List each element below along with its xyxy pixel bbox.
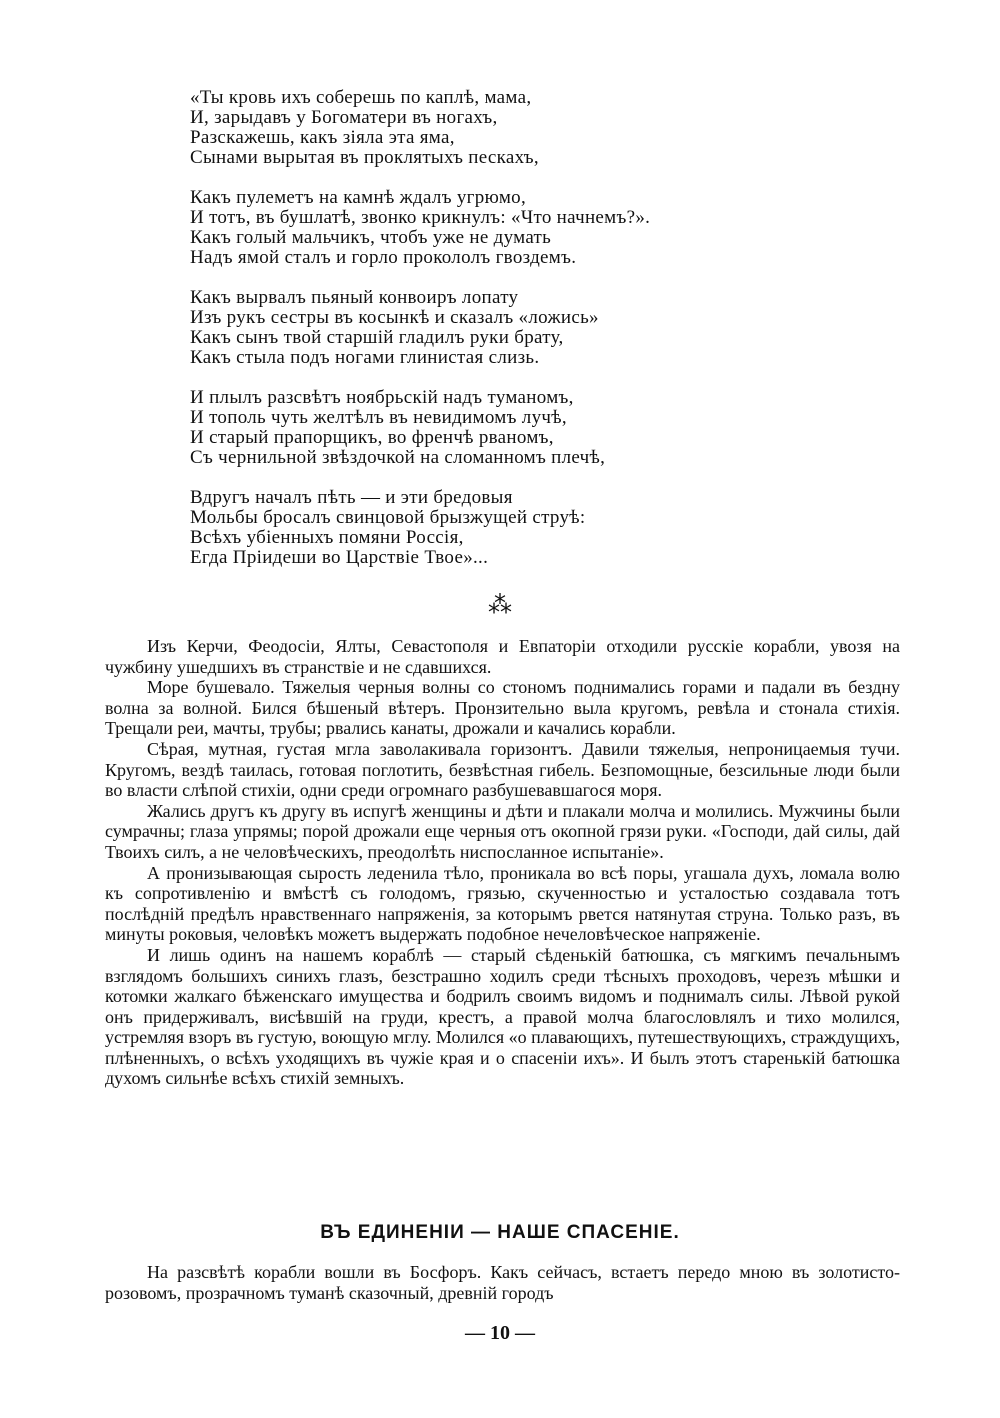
poem-line: Всѣхъ убіенныхъ помяни Россія, — [190, 527, 464, 548]
paragraph: А пронизывающая сырость леденила тѣло, проникала во всѣ поры, угашала духъ, ломала волю къ сопротивленію и вмѣстѣ съ голодомъ, грязью, скученностью и усталостью создавала тотъ послѣдній предѣлъ нравственнаго напряженія, за которымъ рвется натянутая струна. Только разъ, въ минуты роковыя, человѣкъ можетъ выдержать подобное нечеловѣческое напряженіе. — [105, 862, 900, 945]
page-number: — 10 — — [465, 1322, 535, 1344]
section-heading: ВЪ ЕДИНЕНІИ — НАШЕ СПАСЕНІЕ. — [320, 1222, 680, 1243]
poem-line: Съ чернильной звѣздочкой на сломанномъ плечѣ, — [190, 447, 606, 468]
prose-section — [105, 636, 900, 1089]
poem-line: Изъ рукъ сестры въ косынкѣ и сказалъ «ложись» — [190, 307, 599, 328]
poem-stanza — [190, 388, 790, 468]
poem-line: «Ты кровь ихъ соберешь по каплѣ, мама, — [190, 87, 532, 108]
asterism-separator: ⁂ — [488, 591, 512, 619]
poem-line: Какъ стыла подъ ногами глинистая слизь. — [190, 347, 540, 368]
poem-stanza — [190, 88, 790, 168]
poem-line: Сынами вырытая въ проклятыхъ пескахъ, — [190, 147, 539, 168]
poem-stanza — [190, 288, 790, 368]
poem-line: Надъ ямой сталъ и горло прокололъ гвоздемъ. — [190, 247, 577, 268]
paragraph: Море бушевало. Тяжелыя черныя волны со стономъ поднимались горами и падали въ бездну волна за волной. Бился бѣшеный вѣтеръ. Пронзительно выла кругомъ, ревѣла и стонала стихія. Трещали реи, мачты, трубы; рвались канаты, дрожали и качались корабли. — [105, 677, 900, 739]
paragraph: Сѣрая, мутная, густая мгла заволакивала горизонтъ. Давили тяжелыя, непроницаемыя тучи. Кругомъ, вездѣ таилась, готовая поглотить, безвѣстная гибель. Безпомощные, безсильные люди были во власти слѣпой стихіи, одни среди огромнаго разбушевавшагося моря. — [105, 738, 900, 801]
poem-line: И старый прапорщикъ, во френчѣ рваномъ, — [190, 427, 554, 448]
poem — [190, 88, 790, 588]
poem-line: И тополь чуть желтѣлъ въ невидимомъ лучѣ, — [190, 407, 567, 428]
poem-line: И плылъ разсвѣтъ ноябрьскій надъ туманомъ, — [190, 387, 574, 408]
poem-line: Разскажешь, какъ зіяла эта яма, — [190, 127, 455, 148]
poem-line: Мольбы бросалъ свинцовой брызжущей струѣ: — [190, 507, 586, 528]
paragraph: И лишь одинъ на нашемъ кораблѣ — старый сѣденькій батюшка, съ мягкимъ печальнымъ взглядомъ большихъ синихъ глазъ, безстрашно ходилъ среди тѣсныхъ проходовъ, черезъ мѣшки и котомки жалкаго бѣженскаго имущества и бодрилъ своимъ видомъ и поднималъ силы. Лѣвой рукой онъ придерживалъ, висѣвшій на груди, крестъ, а правой молча благословлялъ и тихо молился, устремляя взоръ въ густую, воющую мглу. Молился «о плавающихъ, путешествующихъ, страждущихъ, плѣненныхъ, о всѣхъ уходящихъ въ чужіе края и о спасеніи ихъ». И былъ этотъ старенькій батюшка духомъ сильнѣе всѣхъ стихій земныхъ. — [105, 944, 900, 1089]
paragraph: Жались другъ къ другу въ испугѣ женщины и дѣти и плакали молча и молились. Мужчины были сумрачны; глаза упрямы; порой дрожали еще черныя отъ окопной грязи руки. «Господи, дай силы, дай Твоихъ силъ, а не человѣческихъ, преодолѣть ниспосланное испытаніе». — [105, 800, 900, 862]
poem-stanza — [190, 488, 790, 568]
poem-line: Вдругъ началъ пѣть — и эти бредовыя — [190, 487, 513, 508]
poem-stanza — [190, 188, 790, 268]
paragraph: Изъ Керчи, Феодосіи, Ялты, Севастополя и Евпаторіи отходили русскіе корабли, увозя на чужбину ушедшихъ въ странствіе и не сдавшихся. — [105, 636, 900, 677]
poem-line: Какъ сынъ твой старшій гладилъ руки брату, — [190, 327, 564, 348]
poem-line: И, зарыдавъ у Богоматери въ ногахъ, — [190, 107, 498, 128]
prose-section-continued — [105, 1262, 900, 1303]
poem-line: Егда Пріидеши во Царствіе Твое»... — [190, 547, 489, 568]
poem-line: Какъ вырвалъ пьяный конвоиръ лопату — [190, 287, 519, 308]
poem-line: Какъ пулеметъ на камнѣ ждалъ угрюмо, — [190, 187, 526, 208]
paragraph: На разсвѣтѣ корабли вошли въ Босфоръ. Какъ сейчасъ, встаетъ передо мною въ золотисто-розовомъ, прозрачномъ туманѣ сказочный, древній городъ — [105, 1262, 900, 1303]
poem-line: И тотъ, въ бушлатѣ, звонко крикнулъ: «Что начнемъ?». — [190, 207, 651, 228]
poem-line: Какъ голый мальчикъ, чтобъ уже не думать — [190, 227, 552, 248]
